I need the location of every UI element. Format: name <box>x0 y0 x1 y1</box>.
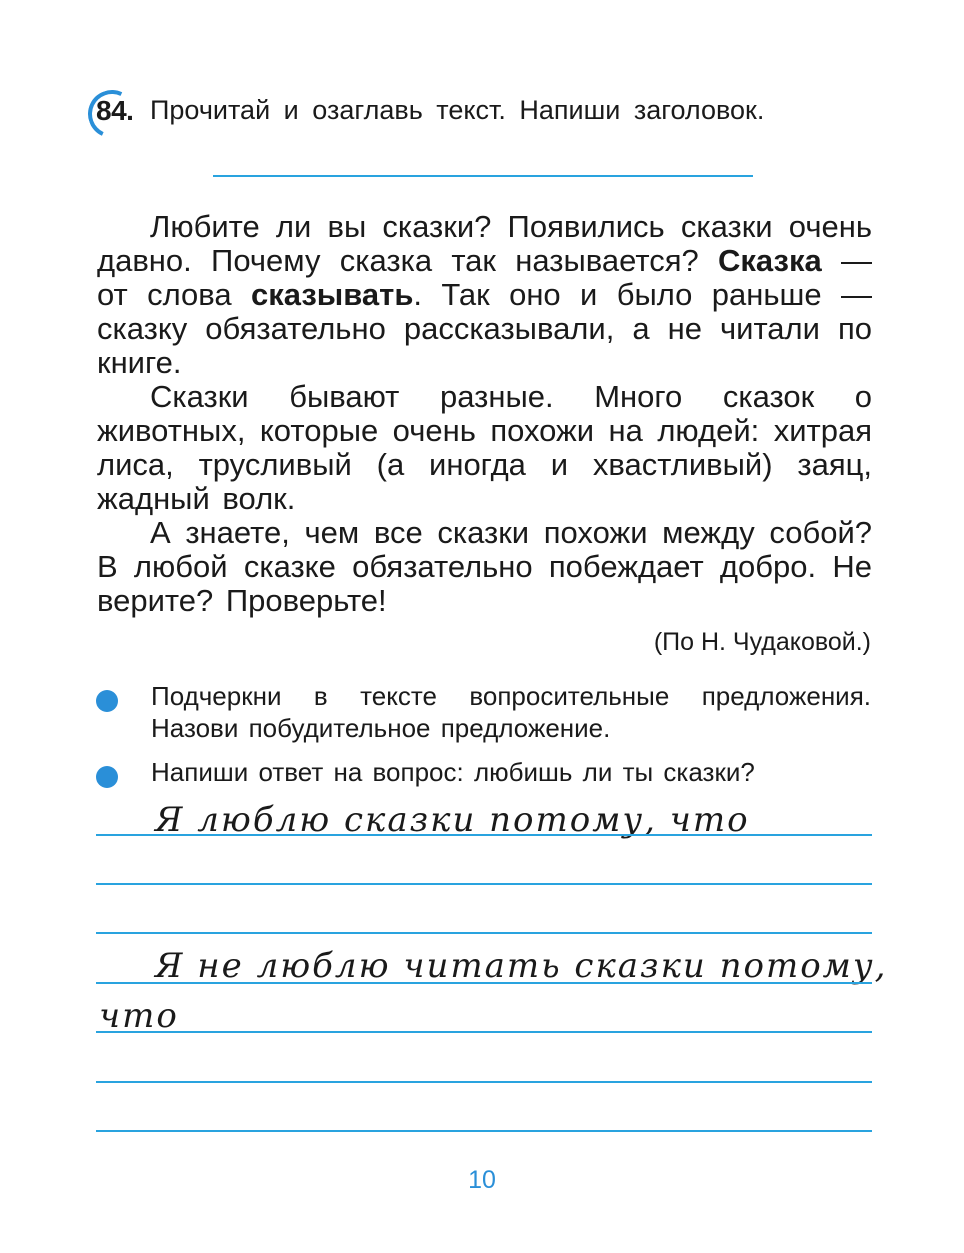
bold-word-skazyvat: сказывать <box>251 277 414 312</box>
answer-write-line[interactable] <box>96 834 872 836</box>
task-text-1: Подчеркни в тексте вопросительные предложения. Назови побудительное предложение. <box>151 681 871 743</box>
story-paragraph-1: Любите ли вы сказки? Появились сказки очень давно. Почему сказка так называется? Сказка — от слова сказывать. Так оно и было раньше — сказку обязательно рассказывали, а не читали по книге. <box>97 209 872 380</box>
story-source: (По Н. Чудаковой.) <box>653 628 871 656</box>
story-paragraph-2: Сказки бывают разные. Много сказок о животных, которые очень похожи на людей: хитрая лиса, трусливый (а иногда и хвастливый) заяц, жадный волк. <box>97 379 872 516</box>
story-text <box>97 210 872 618</box>
task-bullet-2 <box>96 756 872 796</box>
exercise-number: 84. <box>96 95 134 126</box>
answer-write-line[interactable] <box>96 1031 872 1033</box>
answer-write-line[interactable] <box>96 982 872 984</box>
bullet-dot-icon <box>96 766 118 788</box>
task-text-2: Напиши ответ на вопрос: любишь ли ты сказки? <box>151 757 755 787</box>
answer-write-line[interactable] <box>96 883 872 885</box>
exercise-number-badge <box>88 88 148 138</box>
task-bullet-1 <box>96 680 872 750</box>
page-number: 10 <box>468 1166 496 1194</box>
bullet-dot-icon <box>96 690 118 712</box>
title-write-line[interactable] <box>213 175 753 177</box>
exercise-header <box>88 88 888 138</box>
handwritten-answer-1: Я люблю сказки потому, что <box>155 800 750 840</box>
exercise-instruction: Прочитай и озаглавь текст. Напиши заголовок. <box>150 95 765 125</box>
answer-write-line[interactable] <box>96 932 872 934</box>
answer-write-line[interactable] <box>96 1081 872 1083</box>
answer-write-line[interactable] <box>96 1130 872 1132</box>
story-paragraph-3: А знаете, чем все сказки похожи между собой? В любой сказке обязательно побеждает добро. Не верите? Проверьте! <box>97 515 872 618</box>
handwritten-answer-2-continued: что <box>99 996 179 1036</box>
bold-word-skazka: Сказка <box>718 243 822 278</box>
handwritten-answer-2: Я не люблю читать сказки потому, <box>155 946 888 986</box>
